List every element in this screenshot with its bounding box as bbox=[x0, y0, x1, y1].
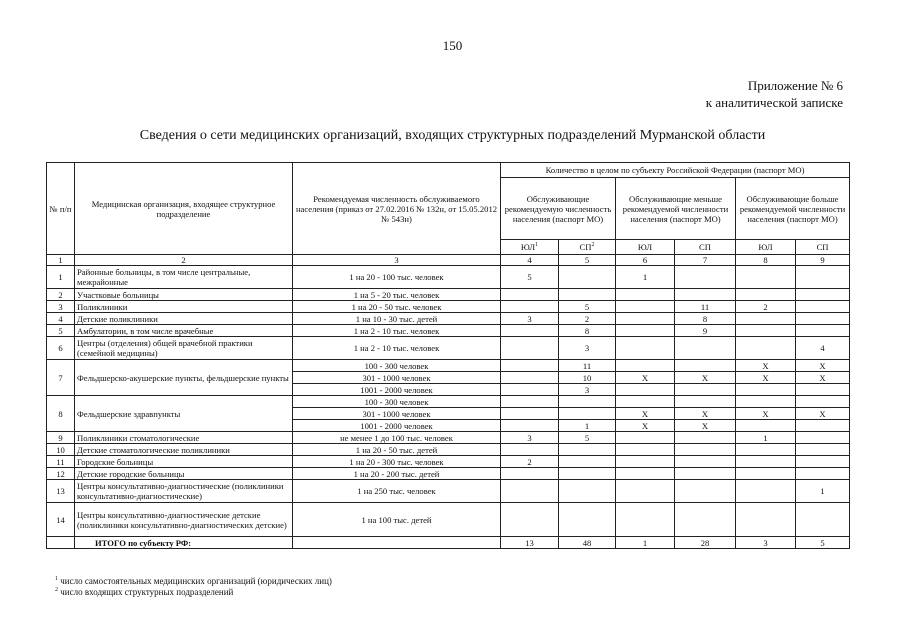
value-cell bbox=[616, 503, 675, 537]
organization-name: Поликлиники стоматологические bbox=[75, 432, 293, 444]
row-number: 7 bbox=[47, 360, 75, 396]
value-cell bbox=[559, 468, 616, 480]
recommended-population: 1 на 20 - 300 тыс. человек bbox=[293, 456, 501, 468]
table-row bbox=[47, 337, 850, 360]
header-total: Количество в целом по субъекту Российской Федерации (паспорт МО) bbox=[501, 163, 850, 178]
value-cell bbox=[616, 313, 675, 325]
value-cell bbox=[501, 384, 559, 396]
organization-name: Фельдшерские здравпункты bbox=[75, 396, 293, 432]
header-sp-3: СП bbox=[796, 240, 850, 255]
organization-name: Поликлиники bbox=[75, 301, 293, 313]
value-cell: Х bbox=[736, 372, 796, 384]
value-cell bbox=[501, 444, 559, 456]
value-cell bbox=[796, 313, 850, 325]
value-cell bbox=[796, 432, 850, 444]
total-value: 28 bbox=[675, 537, 736, 549]
organization-name: Районные больницы, в том числе центральные, межрайонные bbox=[75, 266, 293, 289]
value-cell bbox=[501, 360, 559, 372]
value-cell bbox=[796, 456, 850, 468]
value-cell bbox=[675, 468, 736, 480]
row-number: 3 bbox=[47, 301, 75, 313]
recommended-population: 1001 - 2000 человек bbox=[293, 420, 501, 432]
table-row bbox=[47, 325, 850, 337]
table-row bbox=[47, 313, 850, 325]
value-cell bbox=[675, 456, 736, 468]
value-cell: 11 bbox=[559, 360, 616, 372]
header-sp-1 bbox=[559, 240, 616, 255]
total-empty bbox=[293, 537, 501, 549]
table-row bbox=[47, 503, 850, 537]
value-cell bbox=[796, 444, 850, 456]
header-group-recommended: Обслуживающие рекомендуемую численность населения (паспорт МО) bbox=[501, 178, 616, 240]
value-cell bbox=[675, 384, 736, 396]
table-row bbox=[47, 360, 850, 372]
value-cell bbox=[736, 456, 796, 468]
organization-name: Участковые больницы bbox=[75, 289, 293, 301]
value-cell bbox=[736, 384, 796, 396]
value-cell: 3 bbox=[559, 384, 616, 396]
row-number: 4 bbox=[47, 313, 75, 325]
value-cell bbox=[501, 420, 559, 432]
recommended-population: 1 на 2 - 10 тыс. человек bbox=[293, 337, 501, 360]
value-cell bbox=[675, 503, 736, 537]
appendix-line-2: к аналитической записке bbox=[705, 95, 843, 110]
value-cell bbox=[736, 266, 796, 289]
recommended-population: 1 на 20 - 100 тыс. человек bbox=[293, 266, 501, 289]
organization-name: Центры (отделения) общей врачебной практики (семейной медицины) bbox=[75, 337, 293, 360]
value-cell bbox=[616, 396, 675, 408]
organization-name: Детские стоматологические поликлиники bbox=[75, 444, 293, 456]
organization-name: Городские больницы bbox=[75, 456, 293, 468]
value-cell bbox=[501, 337, 559, 360]
value-cell: 2 bbox=[501, 456, 559, 468]
value-cell: 1 bbox=[736, 432, 796, 444]
table-row bbox=[47, 266, 850, 289]
value-cell bbox=[559, 408, 616, 420]
recommended-population: 1 на 10 - 30 тыс. детей bbox=[293, 313, 501, 325]
recommended-population: 1 на 2 - 10 тыс. человек bbox=[293, 325, 501, 337]
value-cell: 1 bbox=[559, 420, 616, 432]
value-cell bbox=[616, 301, 675, 313]
column-number: 4 bbox=[501, 255, 559, 266]
value-cell bbox=[616, 468, 675, 480]
value-cell: Х bbox=[736, 408, 796, 420]
column-number: 8 bbox=[736, 255, 796, 266]
value-cell: Х bbox=[796, 360, 850, 372]
recommended-population: 1001 - 2000 человек bbox=[293, 384, 501, 396]
value-cell bbox=[559, 266, 616, 289]
recommended-population: не менее 1 до 100 тыс. человек bbox=[293, 432, 501, 444]
value-cell bbox=[675, 444, 736, 456]
value-cell: 1 bbox=[796, 480, 850, 503]
value-cell bbox=[796, 301, 850, 313]
value-cell: 3 bbox=[501, 313, 559, 325]
page-number: 150 bbox=[442, 38, 463, 53]
value-cell: Х bbox=[616, 372, 675, 384]
value-cell bbox=[796, 266, 850, 289]
document-title: Сведения о сети медицинских организаций, входящих структурных подразделений Мурманской области bbox=[139, 128, 766, 143]
recommended-population: 301 - 1000 человек bbox=[293, 408, 501, 420]
header-num: № п/п bbox=[47, 163, 75, 255]
value-cell bbox=[501, 301, 559, 313]
header-org: Медицинская организация, входящее структурное подразделение bbox=[75, 163, 293, 255]
row-number: 9 bbox=[47, 432, 75, 444]
value-cell bbox=[675, 396, 736, 408]
column-number: 9 bbox=[796, 255, 850, 266]
value-cell bbox=[736, 503, 796, 537]
row-number: 2 bbox=[47, 289, 75, 301]
recommended-population: 301 - 1000 человек bbox=[293, 372, 501, 384]
table-row bbox=[47, 456, 850, 468]
table-row bbox=[47, 255, 850, 266]
recommended-population: 100 - 300 человек bbox=[293, 396, 501, 408]
value-cell: 10 bbox=[559, 372, 616, 384]
header-group-more: Обслуживающие больше рекомендуемой численности населения (паспорт МО) bbox=[736, 178, 850, 240]
value-cell bbox=[616, 456, 675, 468]
value-cell bbox=[616, 384, 675, 396]
value-cell: 8 bbox=[559, 325, 616, 337]
recommended-population: 1 на 100 тыс. детей bbox=[293, 503, 501, 537]
value-cell bbox=[559, 456, 616, 468]
value-cell bbox=[616, 289, 675, 301]
organization-name: Центры консультативно-диагностические (поликлиники консультативно-диагностические) bbox=[75, 480, 293, 503]
value-cell bbox=[736, 289, 796, 301]
table-row bbox=[47, 537, 850, 549]
value-cell bbox=[675, 432, 736, 444]
footnote-mark-1: 1 bbox=[55, 576, 58, 582]
value-cell bbox=[796, 325, 850, 337]
value-cell bbox=[501, 480, 559, 503]
value-cell bbox=[796, 384, 850, 396]
row-number: 6 bbox=[47, 337, 75, 360]
header-yul-1 bbox=[501, 240, 559, 255]
header-yul-label: ЮЛ bbox=[520, 242, 536, 252]
header-yul-2: ЮЛ bbox=[616, 240, 675, 255]
footnote-ref-2: 2 bbox=[591, 242, 595, 249]
value-cell bbox=[736, 468, 796, 480]
value-cell bbox=[501, 325, 559, 337]
value-cell bbox=[616, 444, 675, 456]
value-cell bbox=[736, 396, 796, 408]
value-cell bbox=[675, 360, 736, 372]
value-cell bbox=[501, 408, 559, 420]
total-label: ИТОГО по субъекту РФ: bbox=[75, 537, 293, 549]
value-cell: 11 bbox=[675, 301, 736, 313]
table-row bbox=[47, 468, 850, 480]
table-row bbox=[47, 432, 850, 444]
header-sp-label: СП bbox=[579, 242, 592, 252]
footnote-2-text: число входящих структурных подразделений bbox=[60, 587, 234, 597]
row-number: 14 bbox=[47, 503, 75, 537]
column-number: 3 bbox=[293, 255, 501, 266]
header-sp-2: СП bbox=[675, 240, 736, 255]
value-cell bbox=[736, 420, 796, 432]
footnote-mark-2: 2 bbox=[55, 587, 58, 593]
recommended-population: 1 на 20 - 50 тыс. человек bbox=[293, 301, 501, 313]
appendix-line-1: Приложение № 6 bbox=[747, 78, 843, 93]
value-cell: Х bbox=[616, 408, 675, 420]
value-cell bbox=[796, 503, 850, 537]
value-cell bbox=[501, 289, 559, 301]
value-cell: 5 bbox=[559, 432, 616, 444]
value-cell bbox=[675, 289, 736, 301]
value-cell bbox=[501, 503, 559, 537]
value-cell: 1 bbox=[616, 266, 675, 289]
table-row bbox=[47, 301, 850, 313]
row-number: 10 bbox=[47, 444, 75, 456]
footnote-1 bbox=[55, 576, 332, 587]
value-cell bbox=[736, 313, 796, 325]
value-cell: Х bbox=[796, 408, 850, 420]
total-value: 5 bbox=[796, 537, 850, 549]
value-cell bbox=[796, 289, 850, 301]
table-row bbox=[47, 480, 850, 503]
value-cell bbox=[796, 420, 850, 432]
value-cell bbox=[736, 444, 796, 456]
value-cell bbox=[501, 468, 559, 480]
total-value: 1 bbox=[616, 537, 675, 549]
column-number: 6 bbox=[616, 255, 675, 266]
value-cell bbox=[559, 444, 616, 456]
organization-name: Амбулатории, в том числе врачебные bbox=[75, 325, 293, 337]
header-group-less: Обслуживающие меньше рекомендуемой численности населения (паспорт МО) bbox=[616, 178, 736, 240]
column-number: 1 bbox=[47, 255, 75, 266]
value-cell bbox=[501, 372, 559, 384]
value-cell bbox=[616, 432, 675, 444]
column-number: 7 bbox=[675, 255, 736, 266]
value-cell: 8 bbox=[675, 313, 736, 325]
value-cell bbox=[559, 480, 616, 503]
footnotes bbox=[55, 576, 332, 598]
value-cell: 2 bbox=[559, 313, 616, 325]
total-value: 48 bbox=[559, 537, 616, 549]
column-number: 5 bbox=[559, 255, 616, 266]
organization-name: Детские поликлиники bbox=[75, 313, 293, 325]
recommended-population: 1 на 250 тыс. человек bbox=[293, 480, 501, 503]
table-row bbox=[47, 396, 850, 408]
header-recommended: Рекомендуемая численность обслуживаемого населения (приказ от 27.02.2016 № 132н, от 15.05.2012 № 543н) bbox=[293, 163, 501, 255]
value-cell: 5 bbox=[501, 266, 559, 289]
organization-name: Центры консультативно-диагностические детские (поликлиники консультативно-диагностических детские) bbox=[75, 503, 293, 537]
value-cell: 9 bbox=[675, 325, 736, 337]
value-cell: 3 bbox=[501, 432, 559, 444]
value-cell: 2 bbox=[736, 301, 796, 313]
value-cell bbox=[736, 480, 796, 503]
value-cell: 3 bbox=[559, 337, 616, 360]
value-cell: Х bbox=[736, 360, 796, 372]
value-cell bbox=[736, 337, 796, 360]
row-number: 11 bbox=[47, 456, 75, 468]
row-number: 1 bbox=[47, 266, 75, 289]
value-cell bbox=[736, 325, 796, 337]
recommended-population: 1 на 20 - 200 тыс. детей bbox=[293, 468, 501, 480]
value-cell bbox=[796, 396, 850, 408]
table-row bbox=[47, 444, 850, 456]
table-row bbox=[47, 289, 850, 301]
value-cell: Х bbox=[616, 420, 675, 432]
value-cell: Х bbox=[675, 420, 736, 432]
value-cell: 5 bbox=[559, 301, 616, 313]
value-cell bbox=[616, 360, 675, 372]
organization-name: Фельдшерско-акушерские пункты, фельдшерские пункты bbox=[75, 360, 293, 396]
row-number: 5 bbox=[47, 325, 75, 337]
value-cell bbox=[559, 396, 616, 408]
value-cell bbox=[501, 396, 559, 408]
value-cell bbox=[675, 480, 736, 503]
recommended-population: 100 - 300 человек bbox=[293, 360, 501, 372]
total-value: 3 bbox=[736, 537, 796, 549]
row-number: 13 bbox=[47, 480, 75, 503]
value-cell: Х bbox=[675, 408, 736, 420]
value-cell: 4 bbox=[796, 337, 850, 360]
medical-organizations-table bbox=[46, 162, 850, 549]
row-number: 8 bbox=[47, 396, 75, 432]
footnote-2 bbox=[55, 587, 332, 598]
footnote-ref-1: 1 bbox=[535, 242, 539, 249]
row-number: 12 bbox=[47, 468, 75, 480]
total-empty bbox=[47, 537, 75, 549]
footnote-1-text: число самостоятельных медицинских организаций (юридических лиц) bbox=[60, 576, 332, 586]
value-cell bbox=[796, 468, 850, 480]
value-cell bbox=[616, 480, 675, 503]
value-cell: Х bbox=[675, 372, 736, 384]
value-cell bbox=[616, 325, 675, 337]
value-cell bbox=[559, 503, 616, 537]
appendix-label bbox=[706, 77, 843, 111]
recommended-population: 1 на 20 - 50 тыс. детей bbox=[293, 444, 501, 456]
column-number: 2 bbox=[75, 255, 293, 266]
total-value: 13 bbox=[501, 537, 559, 549]
value-cell bbox=[675, 337, 736, 360]
value-cell: Х bbox=[796, 372, 850, 384]
organization-name: Детские городские больницы bbox=[75, 468, 293, 480]
value-cell bbox=[675, 266, 736, 289]
value-cell bbox=[559, 289, 616, 301]
recommended-population: 1 на 5 - 20 тыс. человек bbox=[293, 289, 501, 301]
header-yul-3: ЮЛ bbox=[736, 240, 796, 255]
value-cell bbox=[616, 337, 675, 360]
